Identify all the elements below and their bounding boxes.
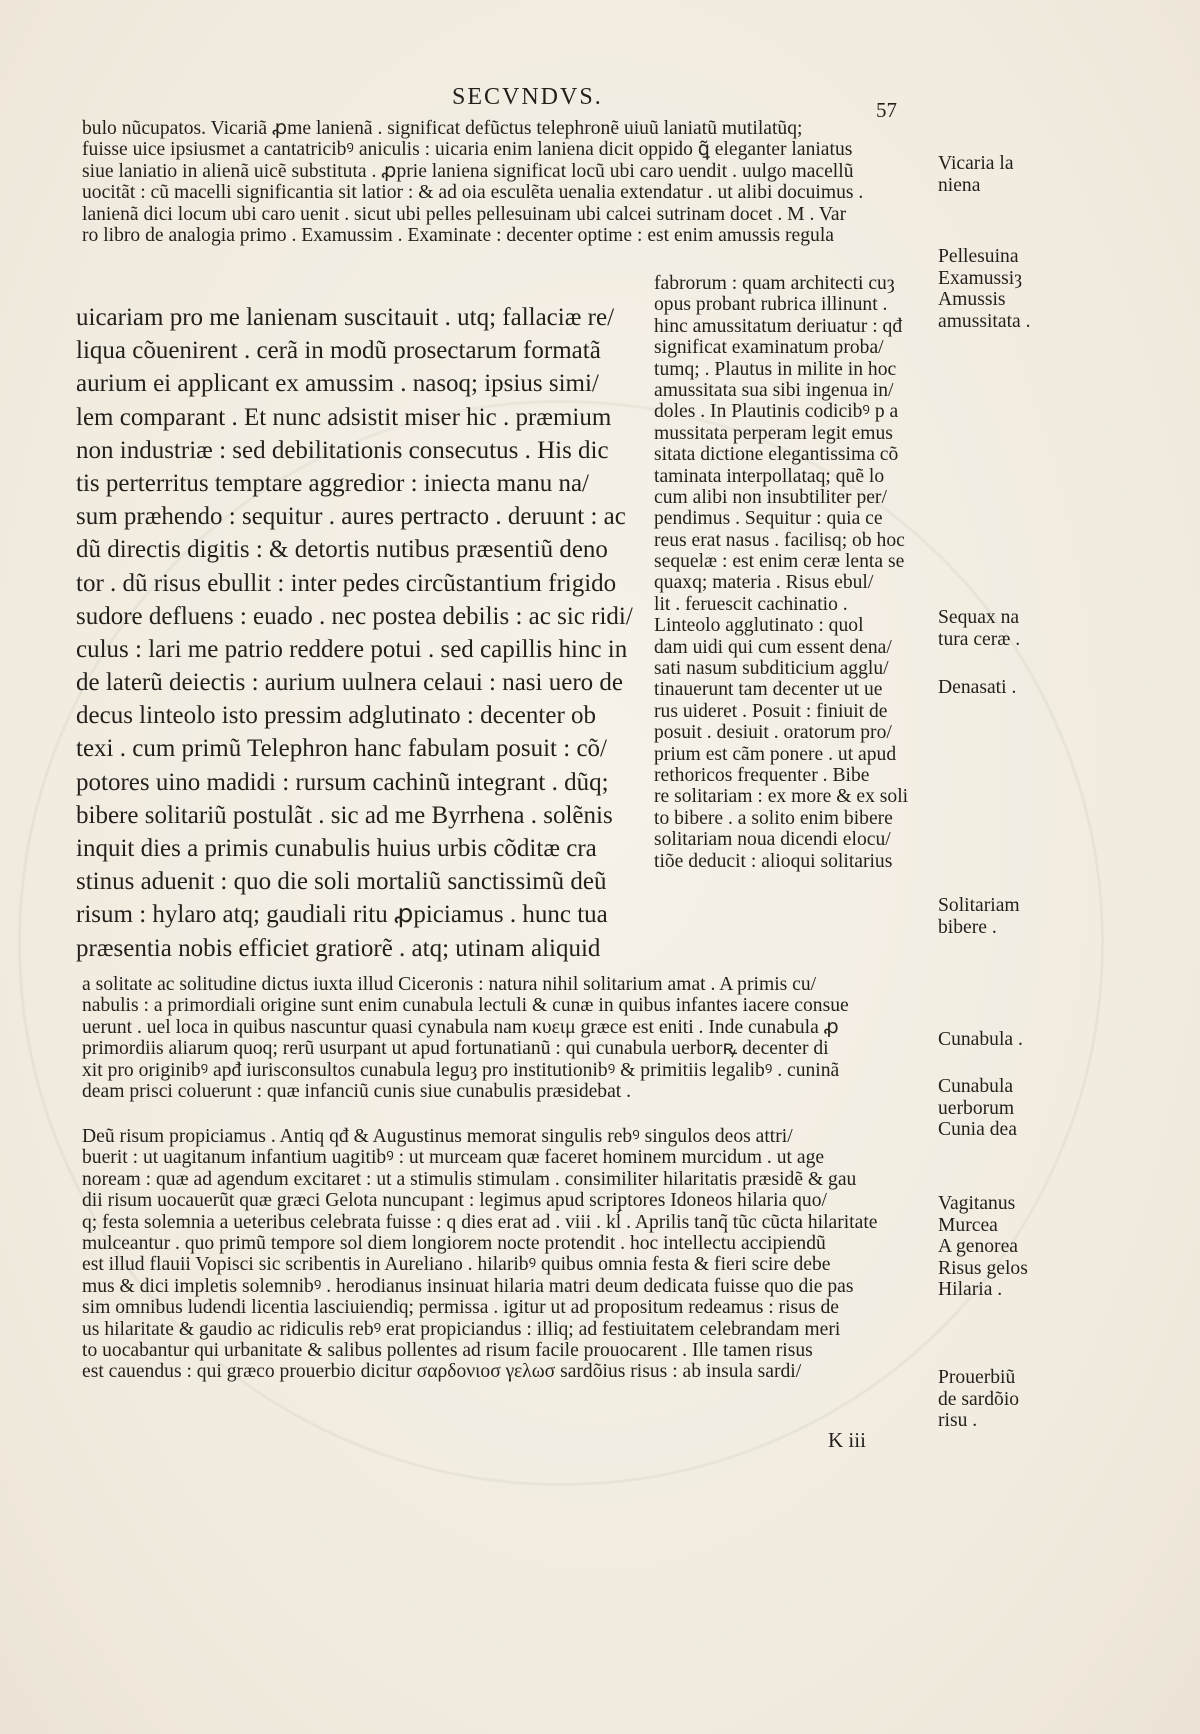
main-text-line: sudore defluens : euado . nec postea debilis : ac sic ridi/ bbox=[76, 602, 633, 630]
margin-note-denasati bbox=[938, 677, 1016, 699]
text-line: uocitãt : cũ macelli significantia sit latior : & ad oia esculẽta uenalia extendatur . ut alibi docuimus . bbox=[82, 182, 864, 204]
commentary-line: amussitata sua sibi ingenua in/ bbox=[654, 379, 894, 401]
text-line: mus & dici impletis solemnibꝰ . herodianus insinuat hilaria matri deum dedicata fuisse quo die pas bbox=[82, 1275, 854, 1297]
margin-note-cunabula bbox=[938, 1029, 1023, 1051]
commentary-line: prium est cãm ponere . ut apud bbox=[654, 743, 897, 765]
commentary-line: rethoricos frequenter . Bibe bbox=[654, 764, 870, 786]
text-line: to uocabantur qui urbanitate & salibus pollentes ad risum facile prouocarent . Ille tamen risus bbox=[82, 1339, 813, 1361]
text-line: est illud flauii Vopisci sic scribentis in Aureliano . hilaribꝰ quibus omnia festa & fieri scire debe bbox=[82, 1254, 831, 1276]
commentary-line: solitariam noua dicendi elocu/ bbox=[654, 829, 891, 851]
main-text-line: præsentia nobis efficiet gratiorẽ . atq; utinam aliquid bbox=[76, 934, 601, 962]
margin-note-line: Vagitanus bbox=[938, 1193, 1016, 1214]
commentary-line: significat examinatum proba/ bbox=[654, 337, 884, 359]
text-line: ro libro de analogia primo . Examussim . Examinate : decenter optime : est enim amussis regula bbox=[82, 224, 834, 246]
signature-mark: K iii bbox=[828, 1428, 866, 1452]
commentary-line: sitata dictione elegantissima cõ bbox=[654, 444, 899, 466]
top-paragraph bbox=[82, 118, 932, 246]
text-line: mulceantur . quo primũ tempore sol diem longiorem nocte protendit . hoc intellectu accipiendũ bbox=[82, 1232, 826, 1254]
main-text-line: lem comparant . Et nunc adsistit miser hic . præmium bbox=[76, 403, 612, 431]
running-head: SECVNDVS. bbox=[452, 84, 603, 110]
commentary-line: sequelæ : est enim ceræ lenta se bbox=[654, 551, 905, 573]
main-text-line: uicariam pro me lanienam suscitauit . utq; fallaciæ re/ bbox=[76, 304, 615, 331]
margin-note-line: Murcea bbox=[938, 1214, 998, 1236]
margin-note-line: Vicaria la bbox=[938, 153, 1014, 174]
text-line: uerunt . uel loca in quibus nascuntur quasi cynabula nam κυειμ græce est eniti . Inde cunabula ꝓ bbox=[82, 1016, 839, 1038]
commentary-line: to bibere . a solito enim bibere bbox=[654, 807, 893, 829]
margin-note-line: A genorea bbox=[938, 1236, 1018, 1257]
margin-note-line: Amussis bbox=[938, 289, 1006, 310]
commentary-line: pendimus . Sequitur : quia ce bbox=[654, 508, 883, 530]
text-line: noream : quæ ad agendum excitaret : ut a stimulis stimulam . consimiliter hilaritatis præsidẽ & gau bbox=[82, 1168, 857, 1190]
margin-note-pellesuina bbox=[938, 246, 1031, 332]
text-line: primordiis aliarum quoq; rerũ usurpant ut apud fortunatianũ : qui cunabula uerborꝶ decenter di bbox=[82, 1038, 829, 1060]
margin-note-line: Cunabula bbox=[938, 1076, 1014, 1097]
main-text-line: tor . dũ risus ebullit : inter pedes circũstantium frigido bbox=[76, 569, 617, 597]
text-line: sim omnibus ludendi licentia lasciuiendiq; permissa . igitur ut ad propositum redeamus : risus de bbox=[82, 1297, 839, 1319]
margin-note-solitariam bbox=[938, 895, 1020, 938]
commentary-line: tiõe deducit : alioqui solitarius bbox=[654, 850, 893, 872]
commentary-line: hinc amussitatum deriuatur : qđ bbox=[654, 315, 903, 337]
commentary-line: taminata interpollataq; quẽ lo bbox=[654, 465, 885, 487]
commentary-line: Linteolo agglutinato : quol bbox=[654, 615, 864, 637]
margin-note-line: niena bbox=[938, 174, 981, 196]
text-line: deam prisci coluerunt : quæ infanciũ cunis siue cunabulis præsidebat . bbox=[82, 1080, 632, 1102]
commentary-column bbox=[654, 273, 908, 872]
margin-note-line: Hilaria . bbox=[938, 1279, 1003, 1300]
margin-note-line: Cunia dea bbox=[938, 1119, 1017, 1140]
margin-note-line: Denasati . bbox=[938, 677, 1017, 698]
margin-note-vagitanus bbox=[938, 1193, 1028, 1301]
margin-note-line: Pellesuina bbox=[938, 246, 1019, 267]
commentary-line: cum alibi non insubtiliter per/ bbox=[654, 486, 887, 508]
commentary-line: doles . In Plautinis codicibꝰ p a bbox=[654, 401, 899, 423]
margin-note-prouerbium bbox=[938, 1367, 1019, 1432]
main-text-line: liqua cõuenirent . cerã in modũ prosectarum formatã bbox=[76, 337, 601, 365]
margin-note-line: Sequax na bbox=[938, 607, 1020, 628]
text-line: Deũ risum propiciamus . Antiq qđ & Augustinus memorat singulis rebꝰ singulos deos attri/ bbox=[82, 1126, 793, 1147]
main-text-line: texi . cum primũ Telephron hanc fabulam posuit : cõ/ bbox=[76, 735, 607, 763]
margin-note-line: Risus gelos bbox=[938, 1257, 1028, 1279]
commentary-line: opus probant rubrica illinunt . bbox=[654, 294, 888, 316]
commentary-line: tinauerunt tam decenter ut ue bbox=[654, 679, 883, 701]
commentary-line: mussitata perperam legit emus bbox=[654, 422, 893, 444]
commentary-line: sati nasum subditicium agglu/ bbox=[654, 658, 889, 680]
margin-note-line: de sardõio bbox=[938, 1388, 1020, 1410]
commentary-line: dam uidi qui cum essent dena/ bbox=[654, 636, 892, 658]
margin-note-line: Examussiȝ bbox=[938, 267, 1022, 289]
text-line: fuisse uice ipsiusmet a cantatricibꝰ aniculis : uicaria enim laniena dicit oppido ꝗ̃ eleganter laniatus bbox=[82, 139, 853, 161]
margin-note-line: risu . bbox=[938, 1410, 978, 1431]
commentary-line: quaxq; materia . Risus ebul/ bbox=[654, 572, 874, 594]
margin-note-line: Solitariam bbox=[938, 895, 1020, 916]
folio-number: 57 bbox=[876, 98, 897, 122]
text-line: us hilaritate & gaudio ac ridiculis rebꝰ erat propiciandus : illiq; ad festiuitatem celebrandam meri bbox=[82, 1318, 841, 1340]
main-text-line: decus linteolo isto pressim adglutinato : decenter ob bbox=[76, 702, 597, 730]
commentary-line: rus uideret . Posuit : finiuit de bbox=[654, 700, 888, 722]
text-line: lanienã dici locum ubi caro uenit . sicut ubi pelles pellesuinam ubi calcei sutrinam docet . M . Var bbox=[82, 203, 847, 225]
commentary-line: tumq; . Plautus in milite in hoc bbox=[654, 358, 897, 380]
margin-note-sequax bbox=[938, 607, 1020, 650]
text-line: siue laniatio in alienã uicẽ substituta . ꝓprie laniena significat locũ ubi caro uendit . uulgo macellũ bbox=[82, 160, 854, 182]
commentary-line: re solitariam : ex more & ex soli bbox=[654, 786, 909, 808]
margin-note-line: tura ceræ . bbox=[938, 628, 1021, 650]
text-line: q; festa solemnia a ueteribus celebrata fuisse : q dies erat ad . viii . kĺ . Aprilis tanq̃ tũc cũcta hilaritate bbox=[82, 1211, 878, 1233]
main-text-line: dũ directis digitis : & detortis nutibus præsentiũ deno bbox=[76, 536, 608, 564]
commentary-line: fabrorum : quam architecti cuȝ bbox=[654, 273, 895, 294]
text-line: nabulis : a primordiali origine sunt enim cunabula lectuli & cunæ in quibus infantes iacere consue bbox=[82, 995, 849, 1017]
bottom-paragraph-risus bbox=[82, 1126, 932, 1383]
margin-note-vicaria bbox=[938, 153, 1014, 196]
text-line: est cauendus : qui græco prouerbio dicitur σαρδονιοσ γελωσ sardõius risus : ab insula sardi/ bbox=[82, 1361, 802, 1383]
text-line: bulo nũcupatos. Vicariã ꝓme lanienã . significat defũctus telephronẽ uiuũ laniatũ mutilatũq; bbox=[82, 118, 803, 139]
main-text-line: culus : lari me patrio reddere potui . sed capillis hinc in bbox=[76, 635, 628, 663]
main-text-line: inquit dies a primis cunabulis huius urbis cõditæ cra bbox=[76, 835, 597, 862]
main-text-line: de laterũ deiectis : aurium uulnera celaui : nasi uero de bbox=[76, 669, 623, 697]
main-text-line: aurium ei applicant ex amussim . nasoq; ipsius simi/ bbox=[76, 370, 599, 398]
bottom-paragraph-cunabula bbox=[82, 974, 932, 1102]
margin-note-cunabula-uerborum bbox=[938, 1076, 1017, 1141]
main-text-line: stinus aduenit : quo die soli mortaliũ sanctissimũ deũ bbox=[76, 868, 607, 896]
main-text-line: risum : hylaro atq; gaudiali ritu ꝓpiciamus . hunc tua bbox=[76, 901, 608, 929]
main-text-line: bibere solitariũ postulãt . sic ad me Byrrhena . solẽnis bbox=[76, 801, 613, 829]
margin-note-line: amussitata . bbox=[938, 310, 1031, 332]
main-text-line: tis perterritus temptare aggredior : iniecta manu na/ bbox=[76, 469, 590, 497]
text-line: buerit : ut uagitanum infantium uagitibꝰ : ut murceam quæ faceret hominem murcidum . ut age bbox=[82, 1147, 825, 1169]
commentary-line: reus erat nasus . facilisq; ob hoc bbox=[654, 529, 905, 551]
commentary-line: posuit . desiuit . oratorum pro/ bbox=[654, 722, 892, 744]
commentary-line: lit . feruescit cachinatio . bbox=[654, 593, 848, 615]
text-line: a solitate ac solitudine dictus iuxta illud Ciceronis : natura nihil solitarium amat . A primis cu/ bbox=[82, 974, 817, 995]
margin-note-line: Prouerbiũ bbox=[938, 1367, 1016, 1388]
text-line: dii risum uocauerũt quæ græci Gelota nuncupant : legimus apud scriptores Idoneos hilaria quo/ bbox=[82, 1190, 827, 1212]
main-text-column bbox=[76, 301, 633, 965]
text-line: xit pro originibꝰ apđ iurisconsultos cunabula leguȝ pro institutionibꝰ & primitiis legalibꝰ . cuninã bbox=[82, 1059, 840, 1081]
main-text-line: sum præhendo : sequitur . aures pertracto . deruunt : ac bbox=[76, 503, 626, 531]
main-text-line: non industriæ : sed debilitationis consecutus . His dic bbox=[76, 436, 609, 464]
margin-note-line: uerborum bbox=[938, 1097, 1015, 1119]
margin-note-line: Cunabula . bbox=[938, 1029, 1023, 1050]
main-text-line: potores uino madidi : rursum cachinũ integrant . dũq; bbox=[76, 768, 609, 796]
margin-note-line: bibere . bbox=[938, 916, 997, 938]
